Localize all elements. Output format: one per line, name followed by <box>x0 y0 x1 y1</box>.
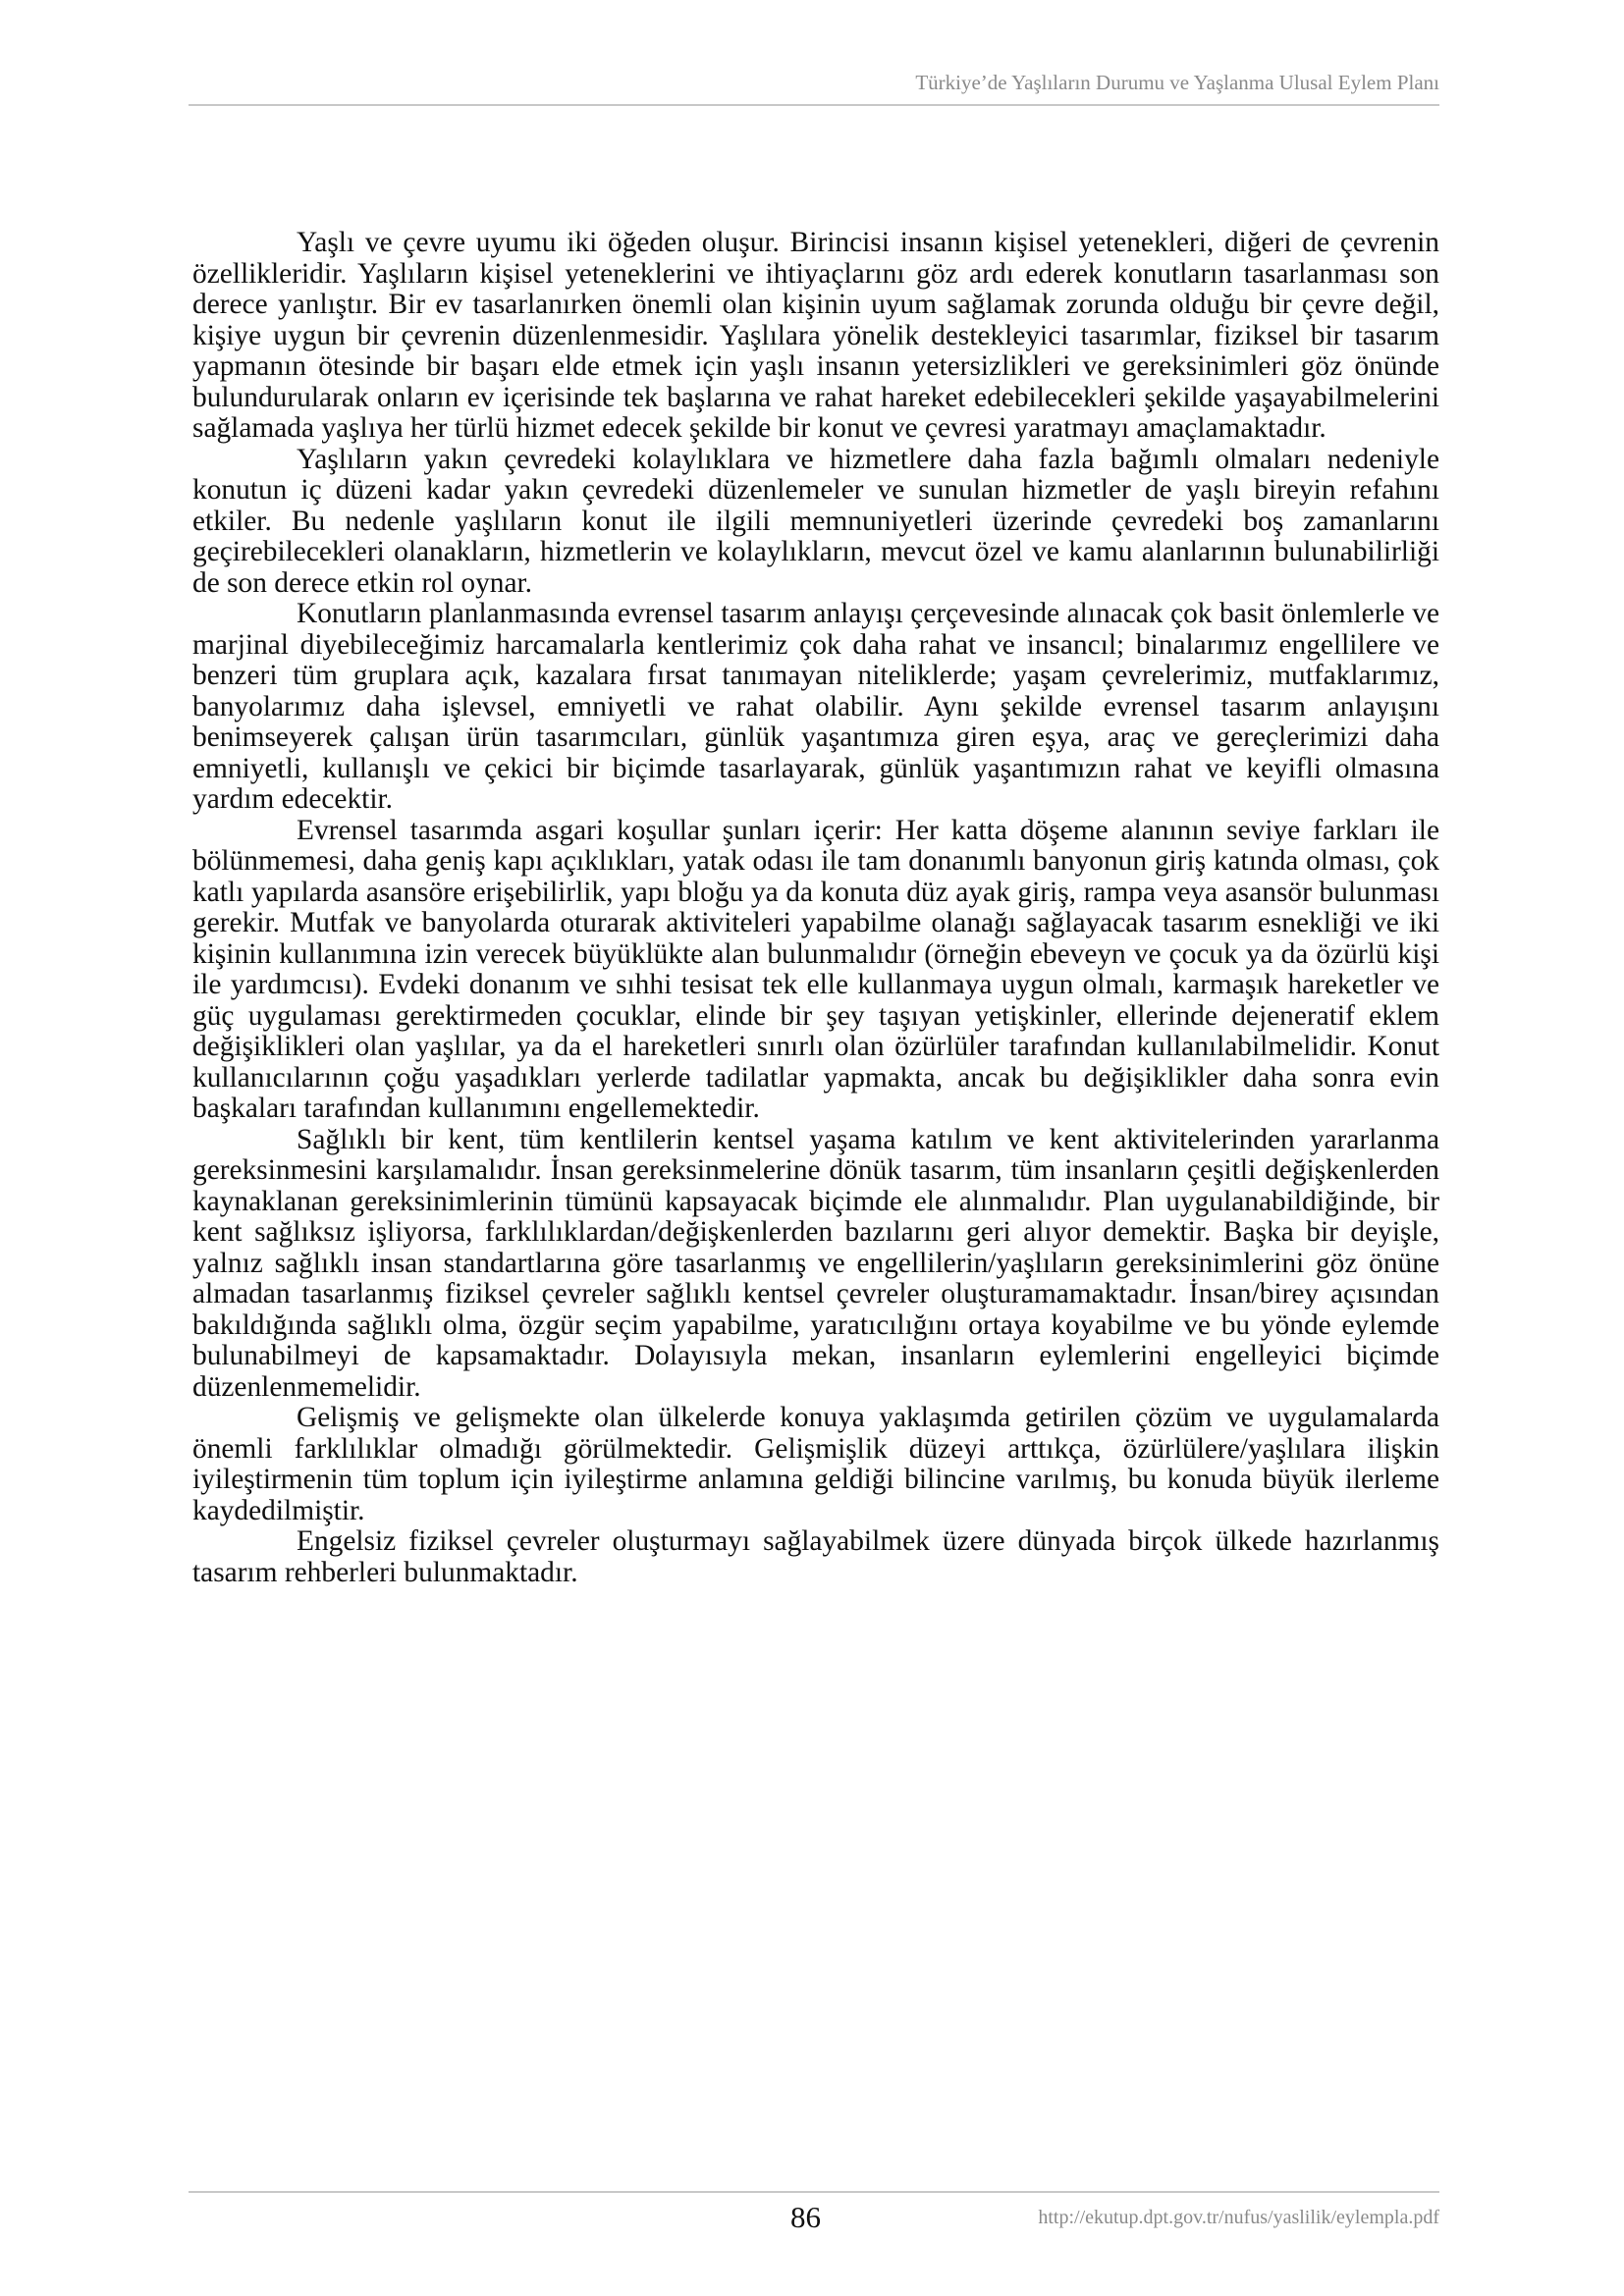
footer-divider <box>189 2191 1439 2193</box>
paragraph: Konutların planlanmasında evrensel tasarım anlayışı çerçevesinde alınacak çok basit önlemlerle ve marjinal diyebileceğimiz harcamalarla kentlerimiz çok daha rahat ve insancıl; binalarımız engellilere ve benzeri tüm gruplara açık, kazalara fırsat tanımayan niteliklerde; yaşam çevrelerimiz, mutfaklarımız, banyolarımız daha işlevsel, emniyetli ve rahat olabilir. Aynı şekilde evrensel tasarım anlayışını benimseyerek çalışan ürün tasarımcıları, günlük yaşantımıza giren eşya, araç ve gereçlerimizi daha emniyetli, kullanışlı ve çekici bir biçimde tasarlayarak, günlük yaşantımızın rahat ve keyifli olmasına yardım edecektir. <box>192 598 1439 815</box>
paragraph: Evrensel tasarımda asgari koşullar şunları içerir: Her katta döşeme alanının seviye farkları ile bölünmemesi, daha geniş kapı açıklıkları, yatak odası ile tam donanımlı banyonun giriş katında olması, çok katlı yapılarda asansöre erişebilirlik, yapı bloğu ya da konuta düz ayak giriş, rampa veya asansör bulunması gerekir. Mutfak ve banyolarda oturarak aktiviteleri yapabilme olanağı sağlayacak tasarım esnekliği ve iki kişinin kullanımına izin verecek büyüklükte alan bulunmalıdır (örneğin ebeveyn ve çocuk ya da özürlü kişi ile yardımcısı). Evdeki donanım ve sıhhi tesisat tek elle kullanmaya uygun olmalı, karmaşık hareketler ve güç uygulaması gerektirmeden çocuklar, elinde bir şey taşıyan yetişkinler, ellerinde dejeneratif eklem değişiklikleri olan yaşlılar, ya da el hareketleri sınırlı olan özürlüler tarafından kullanılabilmelidir. Konut kullanıcılarının çoğu yaşadıkları yerlerde tadilatlar yapmakta, ancak bu değişiklikler daha sonra evin başkaları tarafından kullanımını engellemektedir. <box>192 814 1439 1124</box>
header-divider <box>189 104 1439 106</box>
running-header-title: Türkiye’de Yaşlıların Durumu ve Yaşlanma Ulusal Eylem Planı <box>915 71 1439 94</box>
page-number: 86 <box>790 2200 821 2234</box>
paragraph: Engelsiz fiziksel çevreler oluşturmayı sağlayabilmek üzere dünyada birçok ülkede hazırlanmış tasarım rehberleri bulunmaktadır. <box>192 1525 1439 1588</box>
footer-source-url: http://ekutup.dpt.gov.tr/nufus/yaslilik/eylempla.pdf <box>1038 2207 1439 2228</box>
paragraph: Yaşlı ve çevre uyumu iki öğeden oluşur. Birincisi insanın kişisel yetenekleri, diğeri de çevrenin özellikleridir. Yaşlıların kişisel yeteneklerini ve ihtiyaçlarını göz ardı ederek konutların tasarlanması son derece yanlıştır. Bir ev tasarlanırken önemli olan kişinin uyum sağlamak zorunda olduğu bir çevre değil, kişiye uygun bir çevrenin düzenlenmesidir. Yaşlılara yönelik destekleyici tasarımlar, fiziksel bir tasarım yapmanın ötesinde bir başarı elde etmek için yaşlı insanın yetersizlikleri ve gereksinimleri göz önünde bulundurularak onların ev içerisinde tek başlarına ve rahat hareket edebilecekleri şekilde yaşayabilmelerini sağlamada yaşlıya her türlü hizmet edecek şekilde bir konut ve çevresi yaratmayı amaçlamaktadır. <box>192 227 1439 444</box>
paragraph: Yaşlıların yakın çevredeki kolaylıklara ve hizmetlere daha fazla bağımlı olmaları nedeniyle konutun iç düzeni kadar yakın çevredeki düzenlemeler ve sunulan hizmetler de yaşlı bireyin refahını etkiler. Bu nedenle yaşlıların konut ile ilgili memnuniyetleri üzerinde çevredeki boş zamanlarını geçirebilecekleri olanakların, hizmetlerin ve kolaylıkların, mevcut özel ve kamu alanlarının bulunabilirliği de son derece etkin rol oynar. <box>192 443 1439 599</box>
paragraph: Sağlıklı bir kent, tüm kentlilerin kentsel yaşama katılım ve kent aktivitelerinden yararlanma gereksinmesini karşılamalıdır. İnsan gereksinmelerine dönük tasarım, tüm insanların çeşitli değişkenlerden kaynaklanan gereksinimlerinin tümünü kapsayacak biçimde ele alınmalıdır. Plan uygulanabildiğinde, bir kent sağlıksız işliyorsa, farklılıklardan/değişkenlerden bazılarını geri alıyor demektir. Başka bir deyişle, yalnız sağlıklı insan standartlarına göre tasarlanmış ve engellilerin/yaşlıların gereksinimlerini göz önüne almadan tasarlanmış fiziksel çevreler sağlıklı kentsel çevreler oluşturamamaktadır. İnsan/birey açısından bakıldığında sağlıklı olma, özgür seçim yapabilme, yaratıcılığını ortaya koyabilme ve bu yönde eylemde bulunabilmeyi de kapsamaktadır. Dolayısıyla mekan, insanların eylemlerini engelleyici biçimde düzenlenmemelidir. <box>192 1123 1439 1403</box>
document-body <box>192 228 1439 1588</box>
paragraph: Gelişmiş ve gelişmekte olan ülkelerde konuya yaklaşımda getirilen çözüm ve uygulamalarda önemli farklılıklar olmadığı görülmektedir. Gelişmişlik düzeyi arttıkça, özürlülere/yaşlılara ilişkin iyileştirmenin tüm toplum için iyileştirme anlamına geldiği bilincine varılmış, bu konuda büyük ilerleme kaydedilmiştir. <box>192 1402 1439 1526</box>
